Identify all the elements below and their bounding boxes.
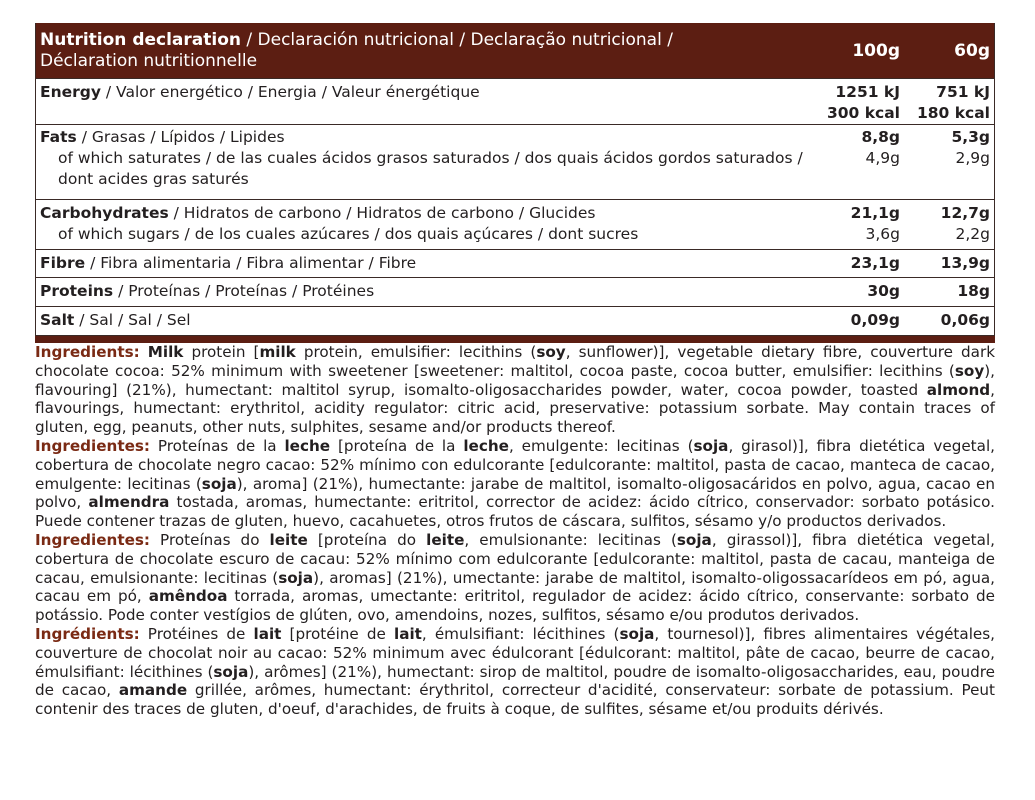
nutrition-table <box>35 23 995 336</box>
salt-label: Salt / Sal / Sal / Sel <box>40 311 191 329</box>
row-salt <box>36 306 994 335</box>
saturates-label: of which saturates / de las cuales ácidos grasos saturados / dos quais ácidos gordos saturados / dont acides gras saturés <box>58 149 803 188</box>
col-60g-header: 60g <box>954 40 990 61</box>
ingredients-section <box>35 343 995 719</box>
ingredients-pt: Ingredientes: Proteínas do leite [proteína do leite, emulsionante: lecitinas (soja, girassol)], fibra dietética vegetal, cobertura de chocolate escuro de cacau: 52% mínimo com edulcorante [edulcorante: maltitol, pasta de cacau, manteiga de cacau, emulsionante: lecitinas (soja), aromas] (21%), umectante: jarabe de maltitol, isomalto-oligossacarídeos em pó, agua, cacau em pó, amêndoa torrada, aromas, umectante: eritritol, regulador de acidez: ácido cítrico, conservante: sorbato de potássio. Pode conter vestígios de glúten, ovo, amendoins, nozes, sulfitos, sésamo e/ou produtos derivados. <box>35 530 995 625</box>
row-energy <box>36 78 994 124</box>
fats-label: Fats / Grasas / Lípidos / Lipides of which saturates / de las cuales ácidos grasos saturados / dos quais ácidos gordos saturados / dont acides gras saturés <box>40 127 805 199</box>
energy-60g: 751 kJ 180 kcal <box>916 83 990 122</box>
header-title-rest: / Declaración nutricional / Declaração nutricional / <box>241 29 673 50</box>
ingredients-es: Ingredientes: Proteínas de la leche [proteína de la leche, emulgente: lecitinas (soja, girasol)], fibra dietética vegetal, cobertura de chocolate negro cacao: 52% mínimo con edulcorante [edulcorante: maltitol, pasta de cacao, manteca de cacao, emulgente: lecitinas (soja), aroma] (21%), humectante: jarabe de maltitol, isomalto-oligosacáridos en polvo, agua, cacao en polvo, almendra tostada, aromas, humectante: eritritol, corrector de acidez: ácido cítrico, conservador: sorbato potásico. Puede contener trazas de gluten, huevo, cacahuetes, otros frutos de cáscara, sulfitos, sésamo y/o productos derivados. <box>35 436 995 531</box>
row-fibre <box>36 249 994 277</box>
carb-label: Carbohydrates / Hidratos de carbono / Hidratos de carbono / Glucides of which sugars / de los cuales azúcares / dos quais açúcares / dont sucres <box>40 203 805 249</box>
proteins-label: Proteins / Proteínas / Proteínas / Protéines <box>40 282 375 300</box>
salt-100g: 0,09g <box>850 311 900 329</box>
ingredients-en: Ingredients: Milk protein [milk protein, emulsifier: lecithins (soy, sunflower)], vegetable dietary fibre, couverture dark chocolate cocoa: 52% minimum with sweetener [sweetener: maltitol, cocoa paste, cocoa butter, emulsifier: lecithins (soy), flavouring] (21%), humectant: maltitol syrup, isomalto-oligosaccharides powder, water, cocoa powder, toasted almond, flavourings, humectant: erythritol, acidity regulator: citric acid, preservative: potassium sorbate. May contain traces of gluten, egg, peanuts, other nuts, sulphites, sesame and/or products thereof. <box>35 343 995 437</box>
fibre-60g: 13,9g <box>940 254 990 272</box>
energy-label: Energy / Valor energético / Energia / Valeur énergétique <box>40 83 480 101</box>
salt-60g: 0,06g <box>940 311 990 329</box>
table-header <box>36 23 994 78</box>
fats-100g: 8,8g 4,9g <box>861 128 900 167</box>
proteins-60g: 18g <box>957 282 990 300</box>
header-title-bold: Nutrition declaration <box>40 29 241 50</box>
carb-100g: 21,1g 3,6g <box>850 204 900 243</box>
sugars-label: of which sugars / de los cuales azúcares / dos quais açúcares / dont sucres <box>58 225 639 243</box>
row-carbohydrates <box>36 199 994 249</box>
header-title-line2: Déclaration nutritionnelle <box>40 50 258 71</box>
fats-60g: 5,3g 2,9g <box>951 128 990 167</box>
col-100g-header: 100g <box>852 40 900 61</box>
header-title <box>40 30 805 72</box>
ingredients-fr: Ingrédients: Protéines de lait [protéine de lait, émulsifiant: lécithines (soja, tournesol)], fibres alimentaires végétales, couverture de chocolat noir au cacao: 52% minimum avec édulcorant [édulcorant: maltitol, pâte de cacao, beurre de cacao, émulsifiant: lécithines (soja), arômes] (21%), humectant: sirop de maltitol, poudre de isomalto-oligosaccharides, eau, poudre de cacao, amande grillée, arômes, humectant: érythritol, correcteur d'acidité, conservateur: sorbate de potassium. Peut contenir des traces de gluten, d'oeuf, d'arachides, de fruits à coque, de sulfites, sésame et/ou produits dérivés. <box>35 624 995 719</box>
row-fats <box>36 124 994 199</box>
fibre-100g: 23,1g <box>850 254 900 272</box>
nutrition-label <box>35 23 995 719</box>
proteins-100g: 30g <box>867 282 900 300</box>
row-proteins <box>36 277 994 306</box>
table-bottom-bar <box>35 336 995 343</box>
fibre-label: Fibre / Fibra alimentaria / Fibra alimentar / Fibre <box>40 254 417 272</box>
energy-100g: 1251 kJ 300 kcal <box>826 83 900 122</box>
carb-60g: 12,7g 2,2g <box>940 204 990 243</box>
